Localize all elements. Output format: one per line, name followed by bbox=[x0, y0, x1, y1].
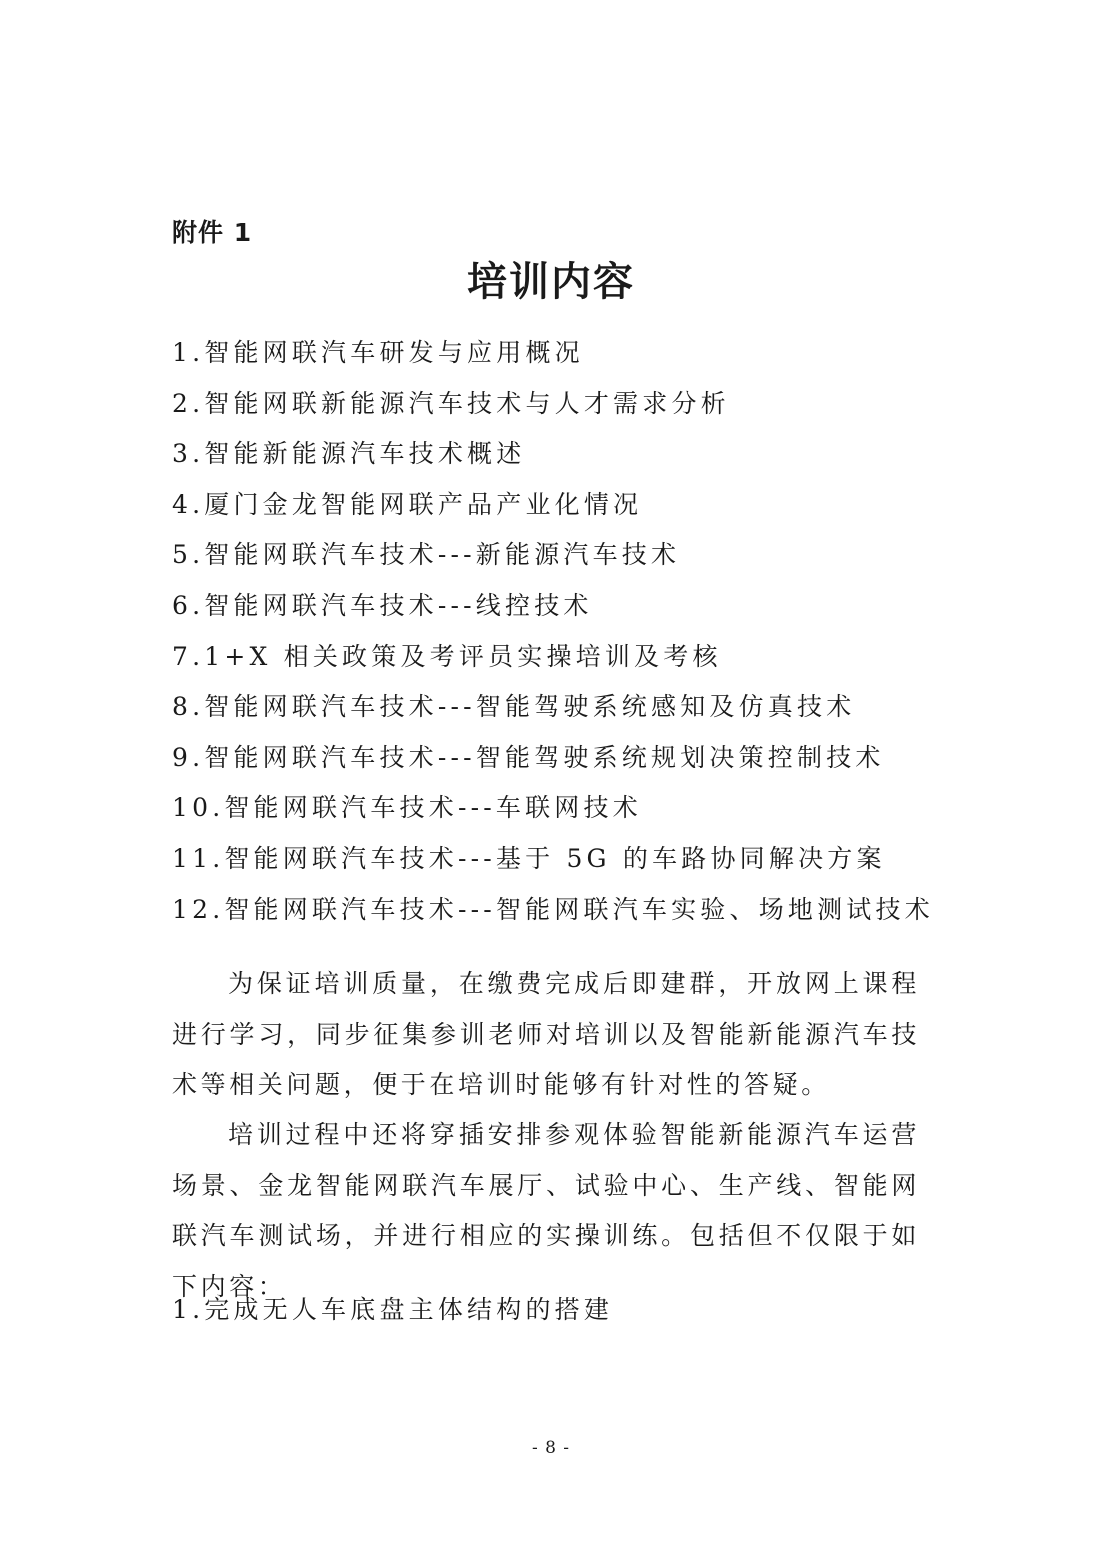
list-item: 12.智能网联汽车技术---智能网联汽车实验、场地测试技术 bbox=[172, 894, 934, 924]
list-item: 4.厦门金龙智能网联产品产业化情况 bbox=[172, 489, 643, 519]
list-item: 11.智能网联汽车技术---基于 5G 的车路协同解决方案 bbox=[172, 843, 886, 873]
attachment-label: 附件 1 bbox=[172, 218, 253, 247]
list-item: 10.智能网联汽车技术---车联网技术 bbox=[172, 793, 642, 823]
list-item: 8.智能网联汽车技术---智能驾驶系统感知及仿真技术 bbox=[172, 692, 856, 722]
page-title: 培训内容 bbox=[467, 259, 635, 305]
list-item: 5.智能网联汽车技术---新能源汽车技术 bbox=[172, 540, 681, 570]
quality-assurance-paragraph: 为保证培训质量，在缴费完成后即建群，开放网上课程进行学习，同步征集参训老师对培训以及智能新能源汽车技术等相关问题，便于在培训时能够有针对性的答疑。 bbox=[172, 969, 920, 1100]
practical-training-paragraph: 培训过程中还将穿插安排参观体验智能新能源汽车运营场景、金龙智能网联汽车展厅、试验中心、生产线、智能网联汽车测试场，并进行相应的实操训练。包括但不仅限于如下内容： bbox=[172, 1120, 920, 1301]
page-number: - 8 - bbox=[531, 1438, 571, 1458]
training-content-list bbox=[172, 333, 934, 940]
list-item: 1.智能网联汽车研发与应用概况 bbox=[172, 338, 584, 367]
practical-list-item: 1.完成无人车底盘主体结构的搭建 bbox=[172, 1295, 614, 1324]
list-item: 2.智能网联新能源汽车技术与人才需求分析 bbox=[172, 388, 730, 418]
list-item: 9.智能网联汽车技术---智能驾驶系统规划决策控制技术 bbox=[172, 742, 885, 772]
list-item: 7.1+X 相关政策及考评员实操培训及考核 bbox=[172, 641, 722, 671]
list-item: 3.智能新能源汽车技术概述 bbox=[172, 439, 526, 469]
list-item: 6.智能网联汽车技术---线控技术 bbox=[172, 590, 593, 620]
